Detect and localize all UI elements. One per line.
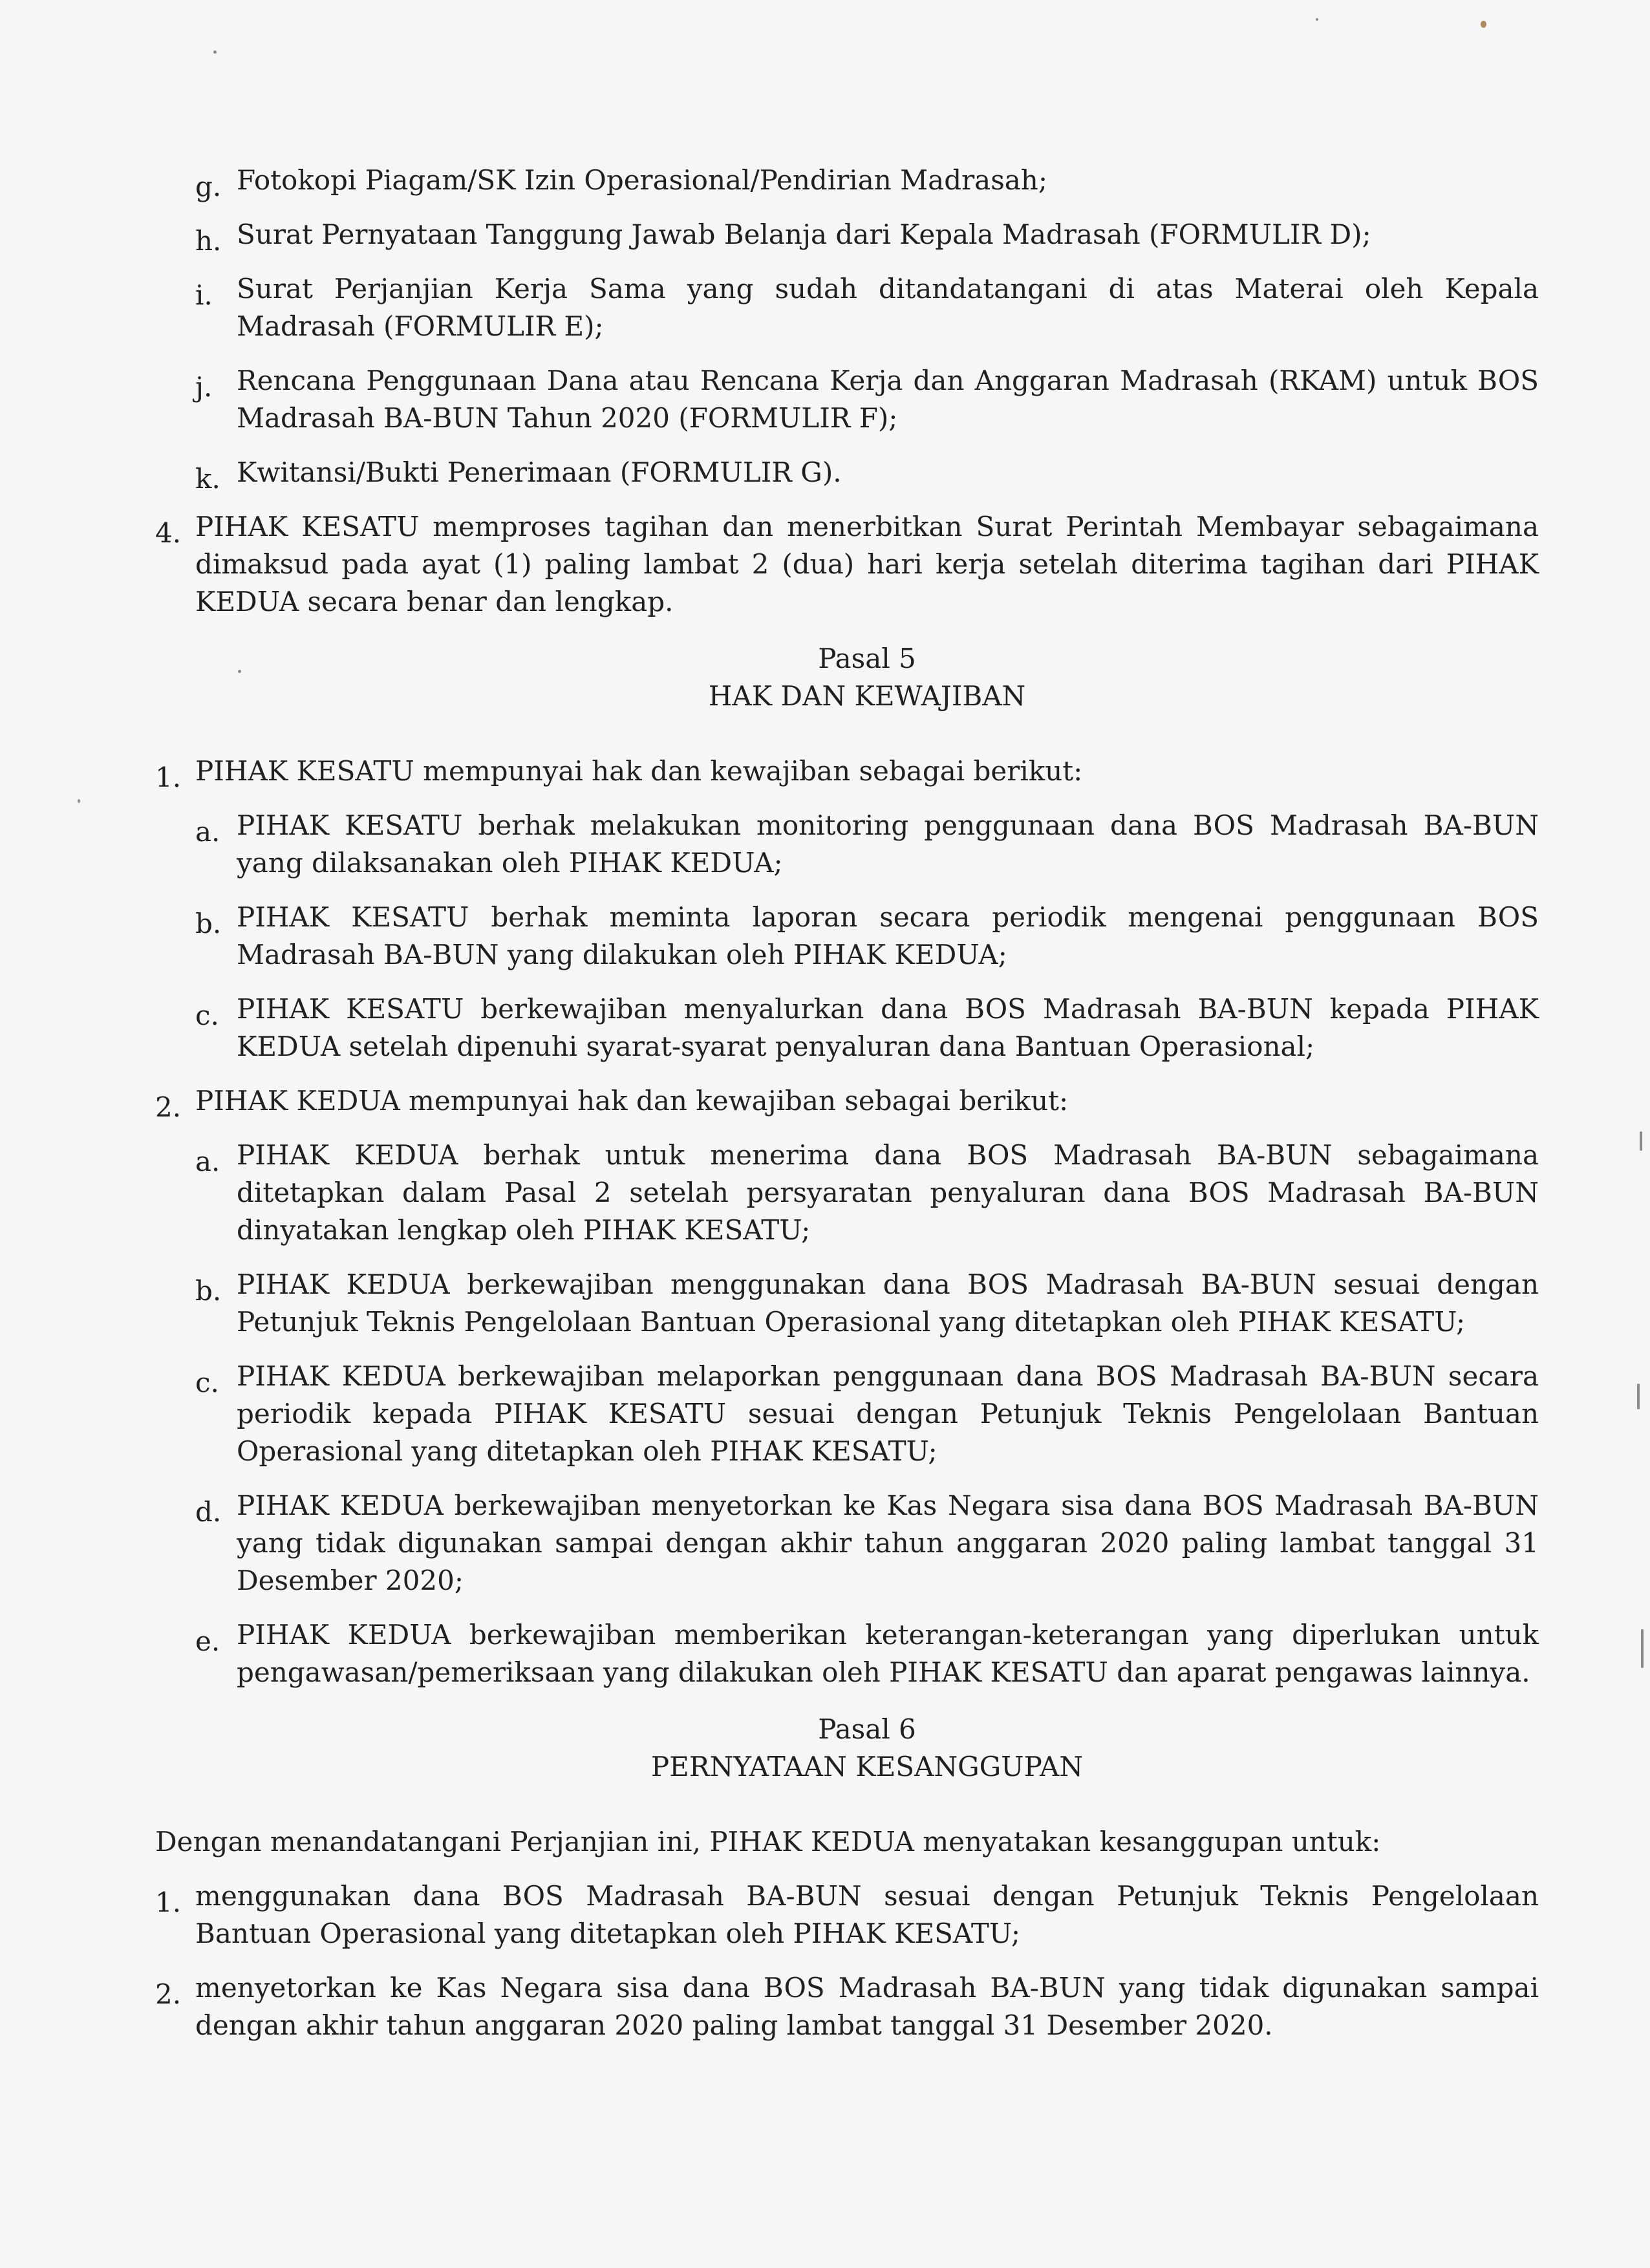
list-marker: a. (195, 816, 220, 848)
sub-item-b (155, 899, 1539, 974)
clause-text: menyetorkan ke Kas Negara sisa dana BOS Madrasah BA-BUN yang tidak digunakan sampai dengan akhir tahun anggaran 2020 paling lambat tanggal 31 Desember 2020. (195, 1972, 1539, 2041)
document-body (155, 162, 1539, 2044)
list-marker: d. (195, 1496, 222, 1528)
sub-item-c (155, 990, 1539, 1065)
scan-speck (1316, 18, 1318, 21)
list-marker: 2. (155, 1091, 182, 1123)
sub-item-text: PIHAK KEDUA berkewajiban menyetorkan ke Kas Negara sisa dana BOS Madrasah BA-BUN yang tidak digunakan sampai dengan akhir tahun anggaran 2020 paling lambat tanggal 31 Desember 2020; (237, 1490, 1539, 1596)
list-marker: g. (195, 171, 222, 202)
list-item-text: Kwitansi/Bukti Penerimaan (FORMULIR G). (237, 456, 842, 488)
list-item-g (155, 162, 1539, 202)
list-item-i (155, 270, 1539, 345)
scan-speck (78, 799, 80, 803)
list-marker: 2. (155, 1978, 182, 2010)
pasal-title: HAK DAN KEWAJIBAN (708, 680, 1026, 712)
sub-item-text: PIHAK KESATU berhak meminta laporan secara periodik mengenai penggunaan BOS Madrasah BA-BUN yang dilakukan oleh PIHAK KEDUA; (237, 901, 1539, 970)
pasal-5-heading (195, 640, 1539, 715)
list-item-text: Rencana Penggunaan Dana atau Rencana Kerja dan Anggaran Madrasah (RKAM) untuk BOS Madrasah BA-BUN Tahun 2020 (FORMULIR F); (237, 365, 1539, 434)
clause-item-2 (155, 1969, 1539, 2044)
pasal-number: Pasal 6 (818, 1713, 916, 1745)
pasal-number: Pasal 5 (818, 643, 916, 674)
sub-item-a (155, 807, 1539, 882)
sub-item-text: PIHAK KESATU berhak melakukan monitoring penggunaan dana BOS Madrasah BA-BUN yang dilaksanakan oleh PIHAK KEDUA; (237, 809, 1539, 879)
scan-speck (1641, 1629, 1644, 1668)
list-marker: e. (195, 1625, 220, 1657)
list-marker: a. (195, 1146, 220, 1177)
sub-item-b (155, 1266, 1539, 1341)
list-item-h (155, 216, 1539, 257)
list-item-j (155, 362, 1539, 437)
scan-speck (1637, 1384, 1640, 1409)
list-item-k (155, 454, 1539, 495)
clause-item-2 (155, 1082, 1539, 1123)
pasal-title: PERNYATAAN KESANGGUPAN (650, 1751, 1084, 1782)
scan-speck (1481, 21, 1486, 28)
scan-speck (213, 50, 217, 54)
list-marker: 1. (155, 762, 182, 793)
list-marker: c. (195, 1367, 219, 1398)
clause-item-1 (155, 753, 1539, 793)
sub-item-text: PIHAK KEDUA berkewajiban melaporkan penggunaan dana BOS Madrasah BA-BUN secara periodik kepada PIHAK KESATU sesuai dengan Petunjuk Teknis Pengelolaan Bantuan Operasional yang ditetapkan oleh PIHAK KESATU; (237, 1360, 1539, 1467)
sub-item-d (155, 1487, 1539, 1599)
list-marker: h. (195, 225, 222, 257)
sub-item-c (155, 1358, 1539, 1470)
clause-text: PIHAK KESATU mempunyai hak dan kewajiban sebagai berikut: (195, 755, 1083, 787)
list-item-text: Surat Perjanjian Kerja Sama yang sudah ditandatangani di atas Materai oleh Kepala Madrasah (FORMULIR E); (237, 273, 1539, 342)
list-marker: b. (195, 908, 222, 939)
pasal-6-heading (195, 1711, 1539, 1786)
list-marker: i. (195, 279, 213, 311)
scan-speck (1640, 1131, 1642, 1151)
list-item-text: Fotokopi Piagam/SK Izin Operasional/Pendirian Madrasah; (237, 164, 1048, 196)
sub-item-text: PIHAK KEDUA berkewajiban memberikan keterangan-keterangan yang diperlukan untuk pengawasan/pemeriksaan yang dilakukan oleh PIHAK KESATU dan aparat pengawas lainnya. (237, 1619, 1539, 1688)
list-marker: c. (195, 1000, 219, 1031)
list-item-text: Surat Pernyataan Tanggung Jawab Belanja dari Kepala Madrasah (FORMULIR D); (237, 219, 1371, 250)
list-marker: 4. (155, 517, 182, 549)
clause-text: PIHAK KEDUA mempunyai hak dan kewajiban sebagai berikut: (195, 1085, 1069, 1117)
list-marker: b. (195, 1275, 222, 1307)
sub-item-text: PIHAK KEDUA berkewajiban menggunakan dana BOS Madrasah BA-BUN sesuai dengan Petunjuk Teknis Pengelolaan Bantuan Operasional yang ditetapkan oleh PIHAK KESATU; (237, 1268, 1539, 1338)
clause-item-1 (155, 1878, 1539, 1952)
list-marker: j. (195, 371, 213, 403)
clause-text: menggunakan dana BOS Madrasah BA-BUN sesuai dengan Petunjuk Teknis Pengelolaan Bantuan Operasional yang ditetapkan oleh PIHAK KESATU; (195, 1880, 1539, 1949)
pasal-6-intro: Dengan menandatangani Perjanjian ini, PIHAK KEDUA menyatakan kesanggupan untuk: (155, 1826, 1381, 1857)
sub-item-text: PIHAK KESATU berkewajiban menyalurkan dana BOS Madrasah BA-BUN kepada PIHAK KEDUA setelah dipenuhi syarat-syarat penyaluran dana Bantuan Operasional; (237, 993, 1539, 1062)
list-marker: k. (195, 463, 220, 495)
sub-item-a (155, 1137, 1539, 1249)
sub-item-e (155, 1616, 1539, 1691)
clause-text: PIHAK KESATU memproses tagihan dan menerbitkan Surat Perintah Membayar sebagaimana dimaksud pada ayat (1) paling lambat 2 (dua) hari kerja setelah diterima tagihan dari PIHAK KEDUA secara benar dan lengkap. (195, 511, 1539, 617)
clause-item-4 (155, 508, 1539, 621)
sub-item-text: PIHAK KEDUA berhak untuk menerima dana BOS Madrasah BA-BUN sebagaimana ditetapkan dalam Pasal 2 setelah persyaratan penyaluran dana BOS Madrasah BA-BUN dinyatakan lengkap oleh PIHAK KESATU; (237, 1139, 1539, 1246)
list-marker: 1. (155, 1887, 182, 1918)
